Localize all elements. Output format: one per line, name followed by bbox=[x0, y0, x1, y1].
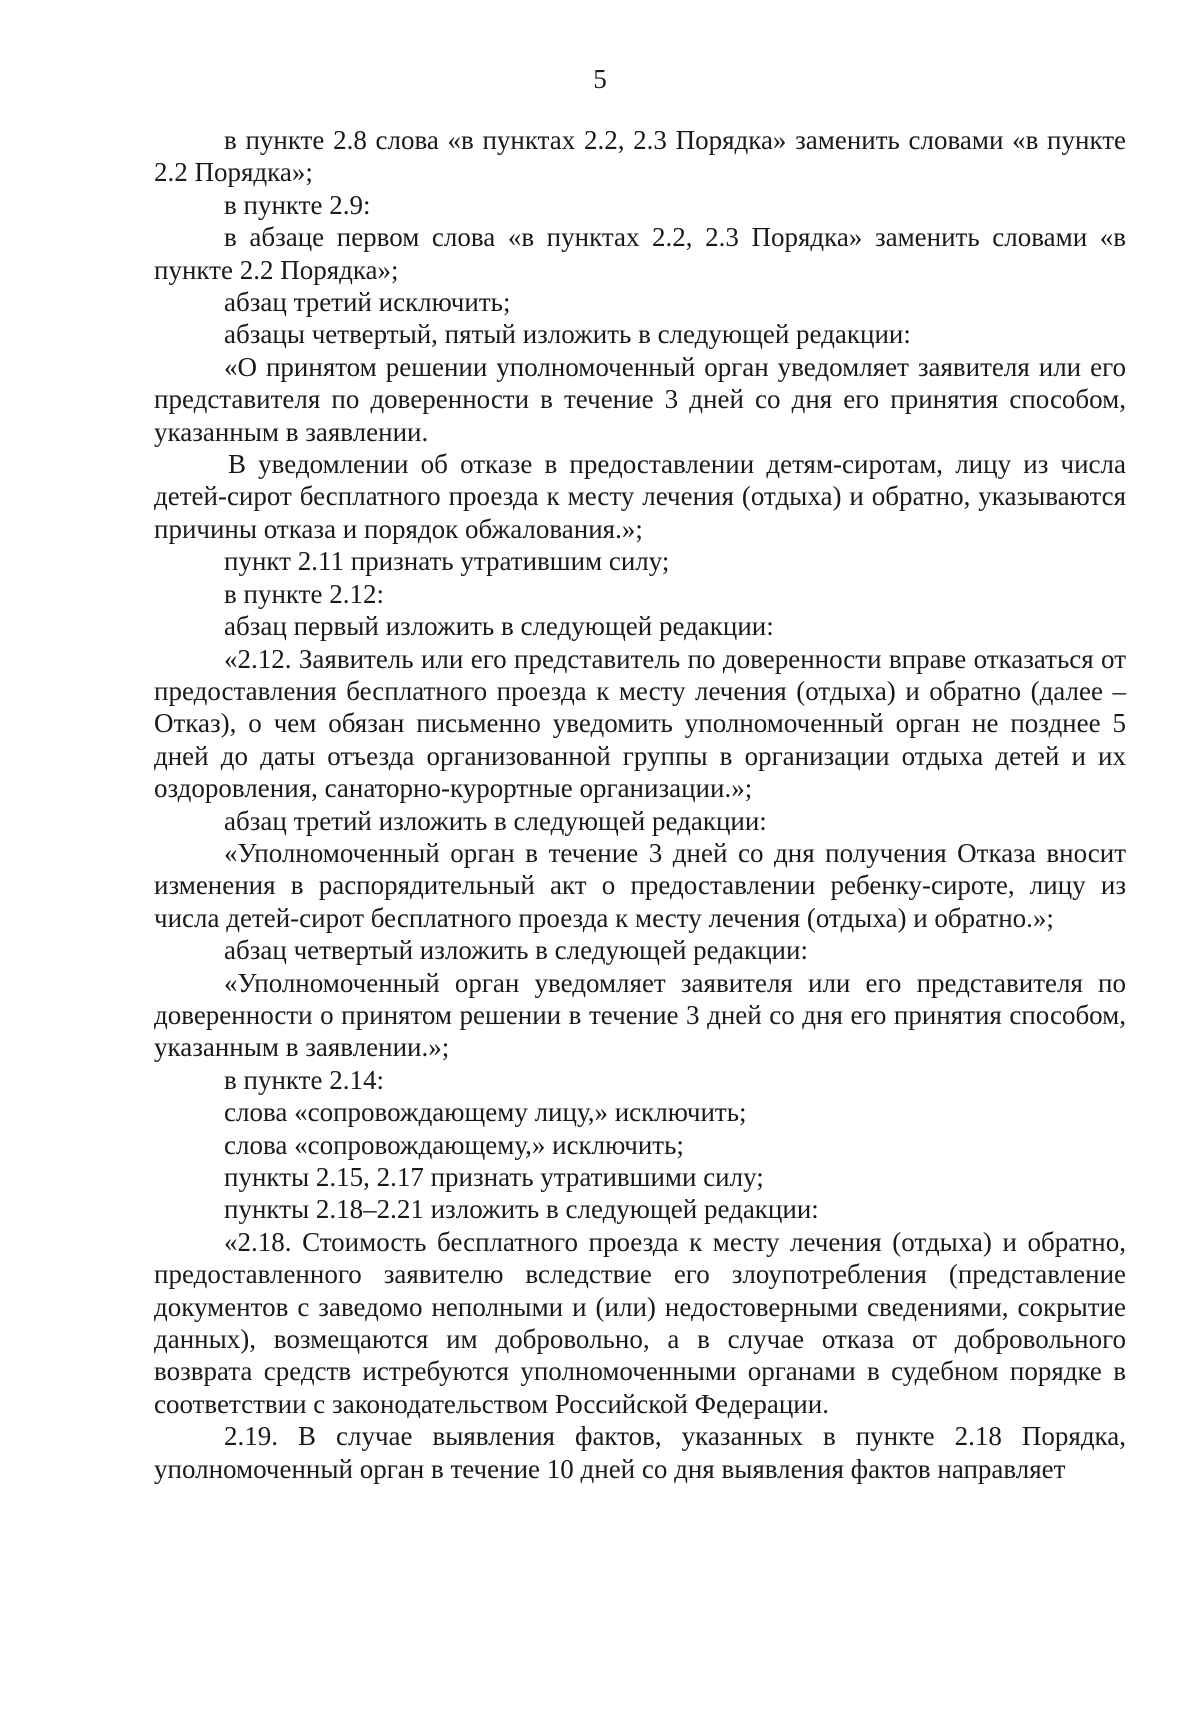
paragraph: слова «сопровождающему лицу,» исключить; bbox=[224, 1097, 747, 1128]
paragraph: «2.18. Стоимость бесплатного проезда к месту лечения (отдыха) и обратно, предоставленного заявителю вследствие его злоупотребления (представление документов с заведомо неполными и (или) недостоверными сведениями, сокрытие данных), возмещаются им добровольно, а в случае отказа от добровольного возврата средств истребуются уполномоченными органами в судебном порядке в соответствии с законодательством Российской Федерации. bbox=[154, 1226, 1126, 1419]
paragraph: абзац третий изложить в следующей редакции: bbox=[224, 805, 767, 836]
page-number: 5 bbox=[593, 64, 607, 94]
paragraph: в абзаце первом слова «в пунктах 2.2, 2.3 Порядка» заменить словами «в пункте 2.2 Порядка»; bbox=[154, 222, 1126, 285]
paragraph: абзац четвертый изложить в следующей редакции: bbox=[224, 935, 808, 966]
paragraph: пункт 2.11 признать утратившим силу; bbox=[224, 546, 670, 577]
paragraph: «Уполномоченный орган уведомляет заявителя или его представителя по доверенности о принятом решении в течение 3 дней со дня его принятия способом, указанным в заявлении.»; bbox=[154, 967, 1126, 1063]
paragraph: пункты 2.15, 2.17 признать утратившими силу; bbox=[224, 1162, 764, 1192]
paragraph: абзац первый изложить в следующей редакции: bbox=[224, 611, 774, 642]
paragraph: в пункте 2.9: bbox=[224, 189, 371, 220]
paragraph: пункты 2.18–2.21 изложить в следующей редакции: bbox=[224, 1194, 819, 1225]
paragraph: абзацы четвертый, пятый изложить в следующей редакции: bbox=[224, 319, 911, 350]
paragraph: «О принятом решении уполномоченный орган уведомляет заявителя или его представителя по доверенности в течение 3 дней со дня его принятия способом, указанным в заявлении. bbox=[154, 351, 1126, 447]
paragraph: слова «сопровождающему,» исключить; bbox=[224, 1129, 684, 1160]
paragraph: в пункте 2.12: bbox=[224, 578, 384, 609]
paragraph: «2.12. Заявитель или его представитель по доверенности вправе отказаться от предоставления бесплатного проезда к месту лечения (отдыха) и обратно (далее – Отказ), о чем обязан письменно уведомить уполномоченный орган не позднее 5 дней до даты отъезда организованной группы в организации отдыха детей и их оздоровления, санаторно-курортные организации.»; bbox=[154, 643, 1126, 804]
document-body bbox=[154, 124, 1126, 1485]
paragraph: «Уполномоченный орган в течение 3 дней со дня получения Отказа вносит изменения в распорядительный акт о предоставлении ребенку-сироте, лицу из числа детей-сирот бесплатного проезда к месту лечения (отдыха) и обратно.»; bbox=[154, 837, 1126, 933]
paragraph: в пункте 2.8 слова «в пунктах 2.2, 2.3 Порядка» заменить словами «в пункте 2.2 Порядка»; bbox=[154, 125, 1126, 188]
paragraph: В уведомлении об отказе в предоставлении детям-сиротам, лицу из числа детей-сирот бесплатного проезда к месту лечения (отдыха) и обратно, указываются причины отказа и порядок обжалования.»; bbox=[154, 449, 1126, 544]
paragraph: 2.19. В случае выявления фактов, указанных в пункте 2.18 Порядка, уполномоченный орган в течение 10 дней со дня выявления фактов направляет bbox=[154, 1421, 1126, 1484]
paragraph: абзац третий исключить; bbox=[224, 287, 511, 318]
paragraph: в пункте 2.14: bbox=[224, 1064, 384, 1095]
